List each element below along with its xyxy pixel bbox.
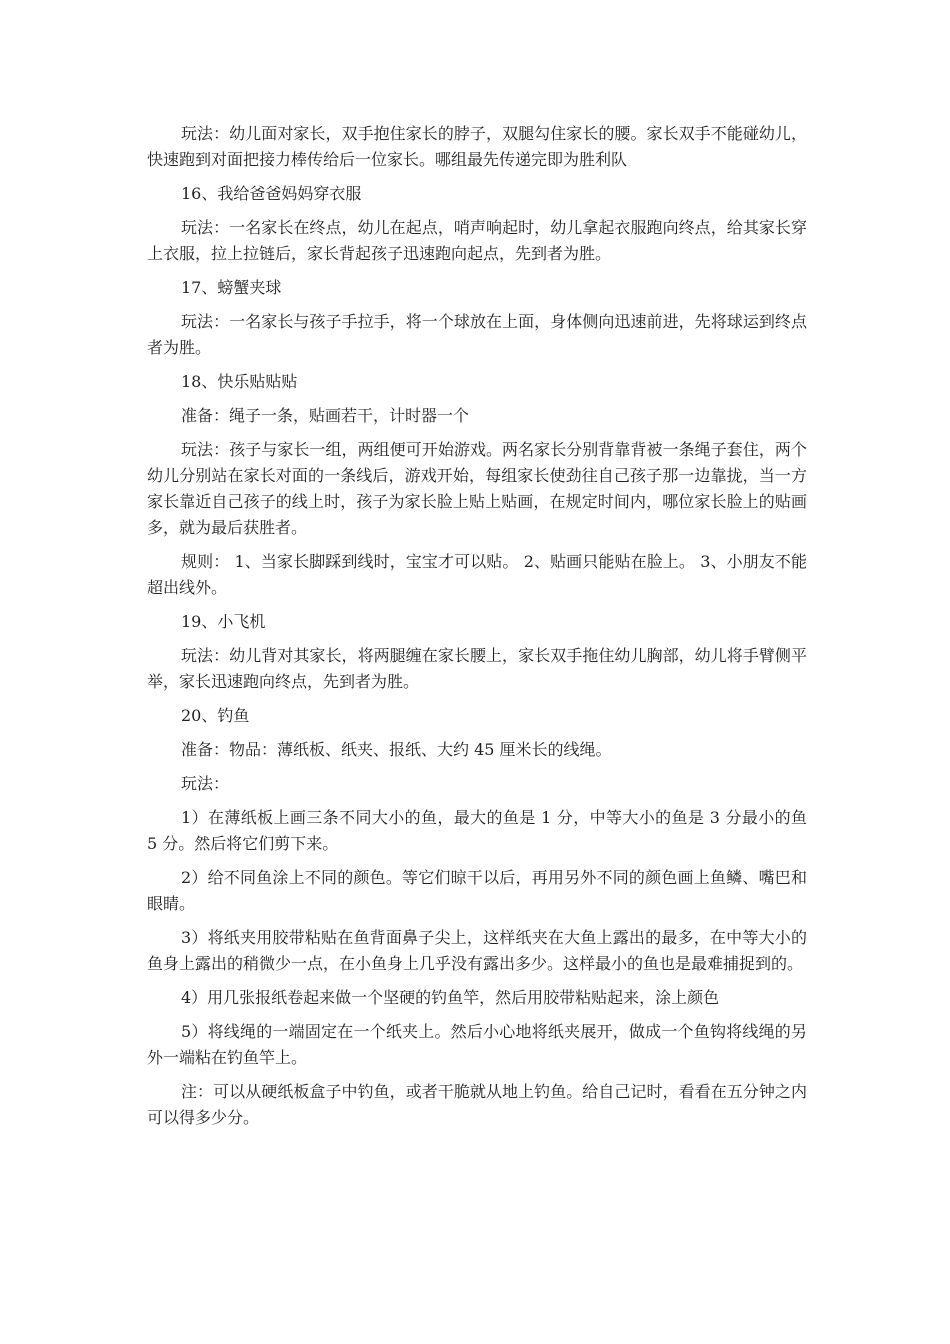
paragraph-16-rules: 玩法：一名家长在终点，幼儿在起点，哨声响起时，幼儿拿起衣服跑向终点，给其家长穿上衣服，拉上拉链后，家长背起孩子迅速跑向起点，先到者为胜。 [147, 218, 807, 263]
heading-18: 18、快乐贴贴贴 [181, 372, 298, 391]
paragraph-20-rules-label: 玩法： [181, 774, 230, 793]
paragraph-18-regulations: 规则： 1、当家长脚踩到线时，宝宝才可以贴。 2、贴画只能贴在脸上。 3、小朋友不能超出线外。 [147, 552, 807, 597]
paragraph-20-step-2: 2）给不同鱼涂上不同的颜色。等它们晾干以后，再用另外不同的颜色画上鱼鳞、嘴巴和眼睛。 [147, 868, 807, 913]
paragraph-20-step-3: 3）将纸夹用胶带粘贴在鱼背面鼻子尖上，这样纸夹在大鱼上露出的最多，在中等大小的鱼身上露出的稍微少一点，在小鱼身上几乎没有露出多少。这样最小的鱼也是最难捕捉到的。 [147, 928, 807, 973]
paragraph-18-rules: 玩法：孩子与家长一组，两组便可开始游戏。两名家长分别背靠背被一条绳子套住，两个幼儿分别站在家长对面的一条线后，游戏开始，每组家长使劲往自己孩子那一边靠拢，当一方家长靠近自己孩子的线上时，孩子为家长脸上贴上贴画，在规定时间内，哪位家长脸上的贴画多，就为最后获胜者。 [147, 440, 807, 537]
heading-17: 17、螃蟹夹球 [181, 278, 282, 297]
paragraph-18-prep: 准备：绳子一条，贴画若干，计时器一个 [181, 406, 470, 425]
heading-20: 20、钓鱼 [181, 706, 250, 725]
heading-19: 19、小飞机 [181, 612, 266, 631]
document-page [147, 121, 807, 1139]
paragraph-20-step-5: 5）将线绳的一端固定在一个纸夹上。然后小心地将纸夹展开，做成一个鱼钩将线绳的另外一端粘在钓鱼竿上。 [147, 1022, 807, 1067]
paragraph-17-rules: 玩法：一名家长与孩子手拉手，将一个球放在上面，身体侧向迅速前进，先将球运到终点者为胜。 [147, 312, 807, 357]
paragraph-20-step-4: 4）用几张报纸卷起来做一个坚硬的钓鱼竿，然后用胶带粘贴起来，涂上颜色 [181, 988, 720, 1007]
paragraph-20-note: 注：可以从硬纸板盒子中钓鱼，或者干脆就从地上钓鱼。给自己记时，看看在五分钟之内可以得多少分。 [147, 1082, 807, 1127]
paragraph-relay-rules: 玩法：幼儿面对家长，双手抱住家长的脖子，双腿勾住家长的腰。家长双手不能碰幼儿，快速跑到对面把接力棒传给后一位家长。哪组最先传递完即为胜利队 [147, 124, 807, 169]
paragraph-20-prep: 准备：物品：薄纸板、纸夹、报纸、大约 45 厘米长的线绳。 [181, 740, 612, 759]
paragraph-20-step-1: 1）在薄纸板上画三条不同大小的鱼，最大的鱼是 1 分，中等大小的鱼是 3 分最小的鱼 5 分。然后将它们剪下来。 [147, 808, 807, 853]
heading-16: 16、我给爸爸妈妈穿衣服 [181, 184, 362, 203]
paragraph-19-rules: 玩法：幼儿背对其家长，将两腿缠在家长腰上，家长双手拖住幼儿胸部，幼儿将手臂侧平举，家长迅速跑向终点，先到者为胜。 [147, 646, 807, 691]
